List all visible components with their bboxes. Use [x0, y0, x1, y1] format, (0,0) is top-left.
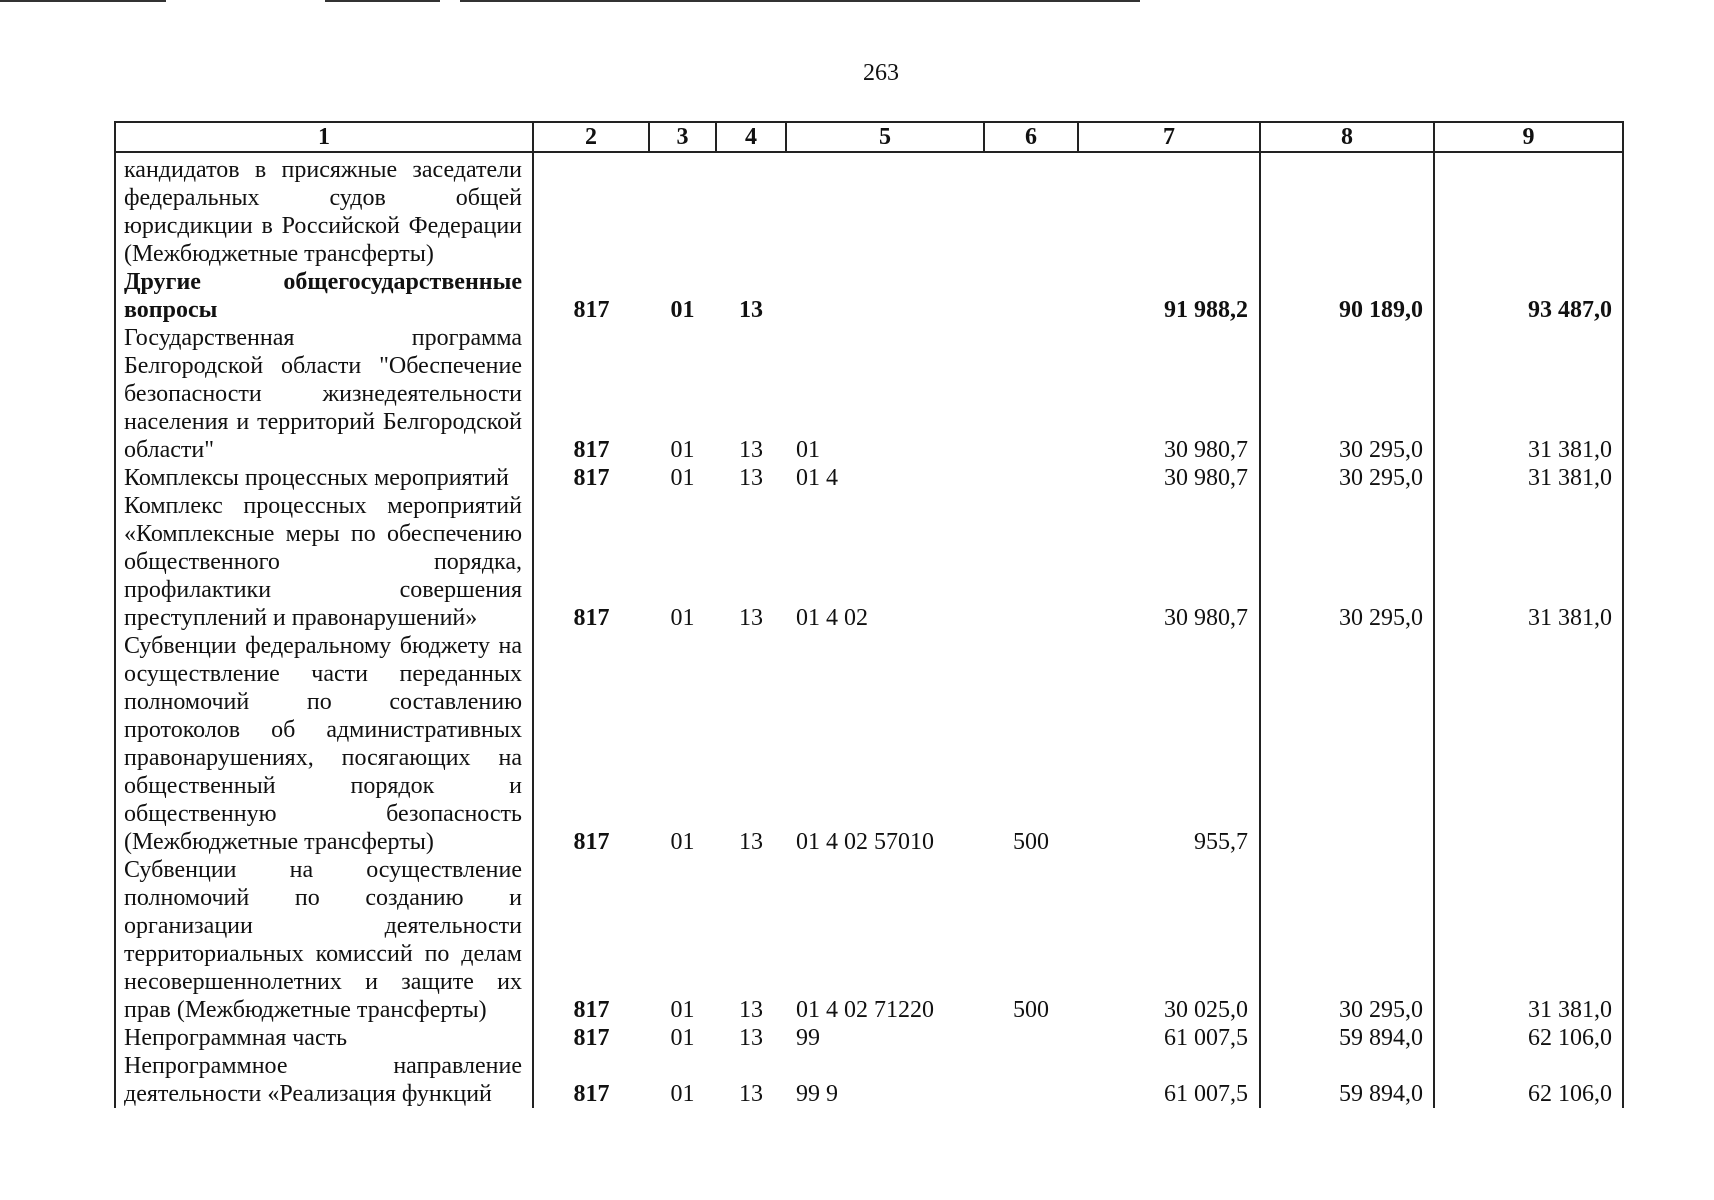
- table-row: [115, 464, 1623, 492]
- cell-name: Другие общегосударственные вопросы: [115, 268, 533, 324]
- cell-c6: [984, 464, 1078, 492]
- cell-c8: 30 295,0: [1260, 492, 1434, 632]
- header-col-8: 8: [1260, 122, 1434, 152]
- cell-name: Непрограммная часть: [115, 1024, 533, 1052]
- cell-c6: [984, 268, 1078, 324]
- header-col-4: 4: [716, 122, 786, 152]
- cell-c4: 13: [739, 1081, 763, 1107]
- cell-c8: 30 295,0: [1260, 324, 1434, 464]
- cell-c5: [786, 156, 984, 268]
- cell-c9: 62 106,0: [1434, 1052, 1623, 1108]
- cell-c5: 01: [796, 437, 820, 463]
- cell-c9: 31 381,0: [1434, 464, 1623, 492]
- table-row: [115, 1024, 1623, 1052]
- cell-c2: 817: [573, 297, 610, 323]
- cell-c6: [984, 1024, 1078, 1052]
- cell-c9: [1434, 632, 1623, 856]
- cell-c5: 01 4 02 57010: [796, 829, 934, 855]
- cell-c5: 01 4 02: [796, 605, 868, 631]
- cell-c4: 13: [739, 829, 763, 855]
- budget-table: [114, 121, 1624, 1108]
- cell-c7: 955,7: [1194, 829, 1248, 855]
- cell-c6: 500: [1013, 997, 1049, 1023]
- cell-c8: 30 295,0: [1260, 464, 1434, 492]
- cell-c8: 90 189,0: [1260, 268, 1434, 324]
- table-row: [115, 856, 1623, 1024]
- cell-c5: 99: [796, 1025, 820, 1051]
- cell-c3: 01: [670, 997, 695, 1023]
- cell-c4: [716, 156, 786, 268]
- cell-name: Государственная программа Белгородской области "Обеспечение безопасности жизнедеятельности населения и территорий Белгородской области": [115, 324, 533, 464]
- scan-edge-line-right: [460, 0, 1140, 2]
- cell-c9: 93 487,0: [1434, 268, 1623, 324]
- cell-c2: 817: [573, 829, 610, 855]
- cell-c7: 30 025,0: [1164, 997, 1248, 1023]
- cell-c5: [786, 268, 984, 324]
- cell-c9: 62 106,0: [1434, 1024, 1623, 1052]
- header-col-1: 1: [115, 122, 533, 152]
- cell-c8: 59 894,0: [1260, 1024, 1434, 1052]
- cell-c3: 01: [670, 297, 695, 323]
- cell-c3: [649, 156, 716, 268]
- cell-c3: 01: [670, 465, 695, 491]
- cell-c5: 99 9: [796, 1081, 838, 1107]
- cell-c7: 91 988,2: [1164, 297, 1248, 323]
- cell-c3: 01: [670, 1025, 695, 1051]
- cell-c4: 13: [739, 437, 763, 463]
- cell-c6: [984, 156, 1078, 268]
- cell-c8: 59 894,0: [1260, 1052, 1434, 1108]
- scan-edge-line-left: [0, 0, 166, 2]
- header-col-2: 2: [533, 122, 649, 152]
- cell-c2: [533, 156, 649, 268]
- table-header-row: [115, 122, 1623, 152]
- cell-name: кандидатов в присяжные заседатели федеральных судов общей юрисдикции в Российской Федерации (Межбюджетные трансферты): [115, 156, 533, 268]
- cell-c8: [1260, 632, 1434, 856]
- cell-c6: [984, 324, 1078, 464]
- cell-name: Комплексы процессных мероприятий: [115, 464, 533, 492]
- header-col-7: 7: [1078, 122, 1260, 152]
- cell-name: Субвенции на осуществление полномочий по созданию и организации деятельности территориальных комиссий по делам несовершеннолетних и защите их прав (Межбюджетные трансферты): [115, 856, 533, 1024]
- cell-c6: [984, 1052, 1078, 1108]
- cell-c4: 13: [739, 297, 763, 323]
- header-col-3: 3: [649, 122, 716, 152]
- cell-c3: 01: [670, 605, 695, 631]
- table-row: [115, 1052, 1623, 1108]
- cell-c2: 817: [573, 1081, 610, 1107]
- cell-c4: 13: [739, 465, 763, 491]
- cell-c9: 31 381,0: [1434, 856, 1623, 1024]
- cell-c2: 817: [573, 997, 610, 1023]
- cell-c7: 61 007,5: [1164, 1081, 1248, 1107]
- table-row: [115, 492, 1623, 632]
- header-col-5: 5: [786, 122, 984, 152]
- cell-c6: 500: [1013, 829, 1049, 855]
- cell-c4: 13: [739, 605, 763, 631]
- scan-edge-line-mid: [325, 0, 440, 2]
- cell-c2: 817: [573, 1025, 610, 1051]
- page-number: 263: [863, 60, 899, 86]
- cell-c5: 01 4 02 71220: [796, 997, 934, 1023]
- table-row: [115, 268, 1623, 324]
- table-row: [115, 156, 1623, 268]
- cell-c7: 61 007,5: [1164, 1025, 1248, 1051]
- table-row: [115, 632, 1623, 856]
- cell-c9: [1434, 156, 1623, 268]
- cell-c7: [1078, 156, 1260, 268]
- cell-c7: 30 980,7: [1164, 437, 1248, 463]
- cell-c2: 817: [573, 465, 610, 491]
- cell-name: Комплекс процессных мероприятий «Комплексные меры по обеспечению общественного порядка, профилактики совершения преступлений и правонарушений»: [115, 492, 533, 632]
- cell-c5: 01 4: [796, 465, 838, 491]
- table-body: [115, 152, 1623, 1108]
- cell-c9: 31 381,0: [1434, 492, 1623, 632]
- cell-c3: 01: [670, 437, 695, 463]
- cell-c8: [1260, 156, 1434, 268]
- cell-c2: 817: [573, 605, 610, 631]
- cell-c6: [984, 492, 1078, 632]
- cell-c3: 01: [670, 829, 695, 855]
- header-col-9: 9: [1434, 122, 1623, 152]
- cell-c8: 30 295,0: [1260, 856, 1434, 1024]
- cell-name: Непрограммное направление деятельности «Реализация функций: [115, 1052, 533, 1108]
- cell-c7: 30 980,7: [1164, 465, 1248, 491]
- cell-name: Субвенции федеральному бюджету на осуществление части переданных полномочий по составлению протоколов об административных правонарушениях, посягающих на общественный порядок и общественную безопасность (Межбюджетные трансферты): [115, 632, 533, 856]
- cell-c2: 817: [573, 437, 610, 463]
- cell-c9: 31 381,0: [1434, 324, 1623, 464]
- table-row: [115, 324, 1623, 464]
- cell-c4: 13: [739, 997, 763, 1023]
- header-col-6: 6: [984, 122, 1078, 152]
- cell-c4: 13: [739, 1025, 763, 1051]
- cell-c3: 01: [670, 1081, 695, 1107]
- cell-c7: 30 980,7: [1164, 605, 1248, 631]
